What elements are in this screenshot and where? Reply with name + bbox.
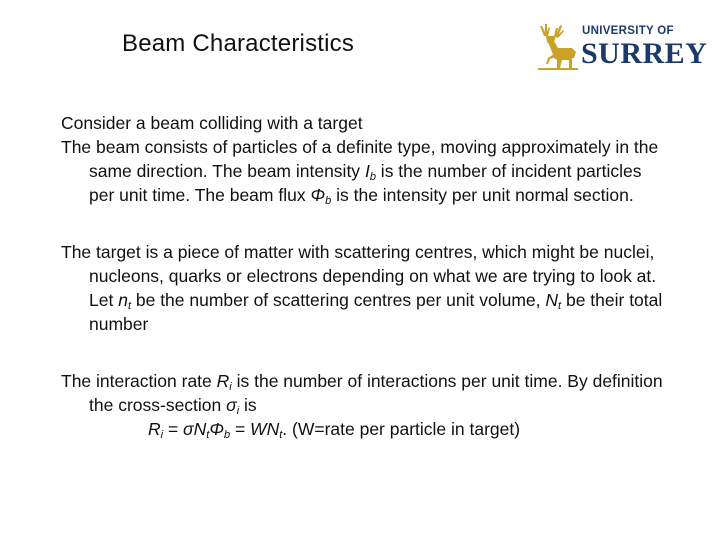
slide-title: Beam Characteristics [122,30,355,57]
paragraph-intro: Consider a beam colliding with a target [61,113,363,133]
stag-icon [532,22,580,72]
paragraph-interaction: The interaction rate $R_i$ is the number of interactions per unit time. By definition the cross-section $\sigma_i$ is [61,371,663,417]
paragraph-target: The target is a piece of matter with scattering centres, which might be nuclei, nucleons, quarks or electrons depending on what we are trying to look at. Let $n_t$ be the number of scattering centres per unit volume, $N_t$ be their total number [61,242,663,334]
cross-section-formula: $R_i = \sigma N_t\Phi_b = WN_t$. (W=rate per particle in target) [148,419,521,441]
logo-university-of: UNIVERSITY OF [582,25,674,37]
logo-surrey: SURREY [581,37,708,70]
slide-body [61,111,671,441]
university-logo [532,22,708,74]
paragraph-beam: The beam consists of particles of a definite type, moving approximately in the same direction. The beam intensity $I_b$ is the number of incident particles per unit time. The beam flux $\Phi_b$ is the intensity per unit normal section. [61,137,659,207]
